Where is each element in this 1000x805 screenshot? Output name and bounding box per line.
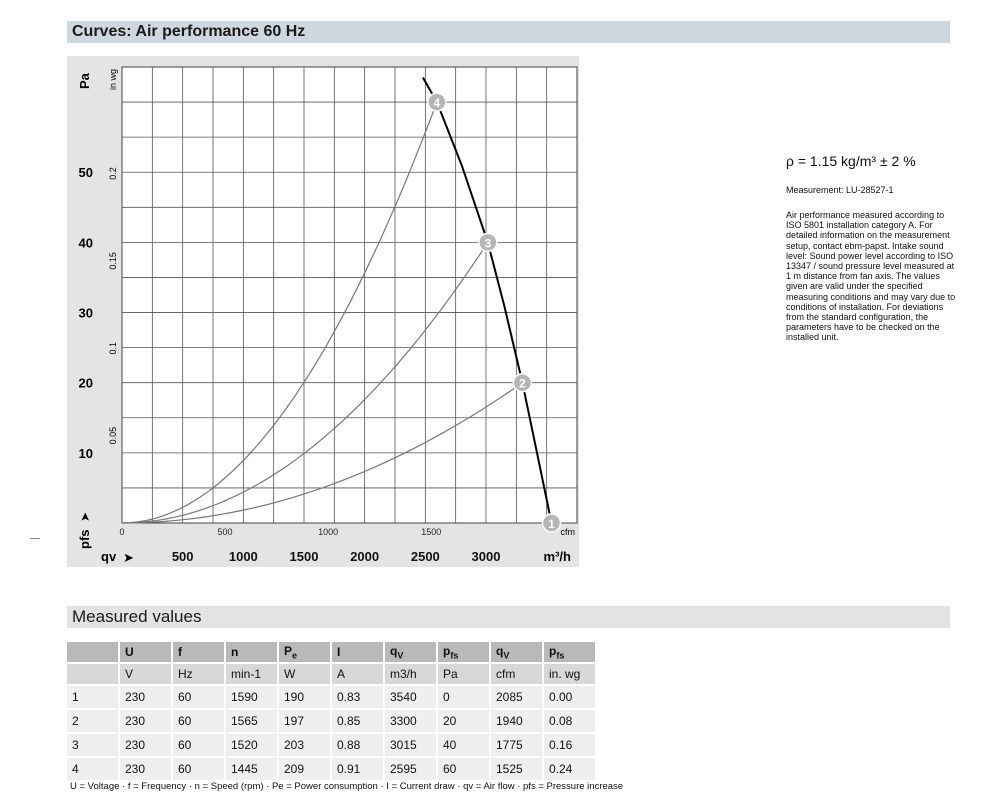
table-unit-cell: V <box>120 664 173 686</box>
table-cell: 0.00 <box>544 686 597 710</box>
table-header-cell <box>491 642 544 664</box>
measured-values-bar <box>67 606 950 628</box>
header-symbol: I <box>337 645 341 659</box>
x-tick-label: 2500 <box>410 549 440 564</box>
y2-tick-label: 0.1 <box>108 341 118 355</box>
header-subscript: e <box>292 650 298 661</box>
table-header-cell <box>544 642 597 664</box>
chart-svg <box>67 56 579 567</box>
table-cell: 230 <box>120 686 173 710</box>
header-symbol: n <box>231 645 239 659</box>
table-cell: 1940 <box>491 710 544 734</box>
margin-mark <box>30 538 40 539</box>
table-unit-cell: Pa <box>438 664 491 686</box>
table-cell: 230 <box>120 734 173 758</box>
table-cell: 2085 <box>491 686 544 710</box>
y-tick-label: 20 <box>78 375 93 391</box>
table-cell: 1565 <box>226 710 279 734</box>
table-unit-row <box>67 664 597 686</box>
operating-point-label: 3 <box>484 236 492 251</box>
table-cell: 0 <box>438 686 491 710</box>
chart-title: Curves: Air performance 60 Hz <box>72 23 306 40</box>
header-subscript: V <box>397 650 404 661</box>
y2-axis-unit: in wg <box>108 69 118 91</box>
x-tick-label: 1000 <box>228 549 258 564</box>
air-performance-chart <box>67 56 579 567</box>
table-cell: 4 <box>67 758 120 782</box>
x-axis-unit: m³/h <box>543 549 571 564</box>
table-cell: 60 <box>438 758 491 782</box>
x2-tick-label: 1500 <box>421 527 442 537</box>
table-cell: 209 <box>279 758 332 782</box>
y2-tick-label: 0.15 <box>108 252 118 270</box>
table-header-cell <box>332 642 385 664</box>
measured-values-table <box>67 642 597 782</box>
table-cell: 203 <box>279 734 332 758</box>
table-cell: 1590 <box>226 686 279 710</box>
table-unit-cell: in. wg <box>544 664 597 686</box>
header-subscript: fs <box>450 650 459 661</box>
table-cell: 0.08 <box>544 710 597 734</box>
table-cell: 0.24 <box>544 758 597 782</box>
header-symbol: f <box>178 645 182 659</box>
y-tick-label: 10 <box>78 445 93 461</box>
table-header-cell <box>385 642 438 664</box>
x-axis-label: qv <box>101 549 117 564</box>
operating-point-label: 4 <box>433 96 441 111</box>
table-header-cell <box>226 642 279 664</box>
measured-values-title: Measured values <box>72 607 202 626</box>
x2-tick-label: 0 <box>119 527 125 537</box>
table-cell: 197 <box>279 710 332 734</box>
table-row <box>67 686 597 710</box>
table-unit-cell: m3/h <box>385 664 438 686</box>
table-unit-cell <box>67 664 120 686</box>
header-symbol: q <box>390 643 398 658</box>
table-cell: 3 <box>67 734 120 758</box>
table-unit-cell: W <box>279 664 332 686</box>
table-cell: 60 <box>173 686 226 710</box>
measurement-id: Measurement: LU-28527-1 <box>786 185 894 195</box>
table-cell: 1775 <box>491 734 544 758</box>
table-cell: 60 <box>173 710 226 734</box>
table-cell: 0.91 <box>332 758 385 782</box>
y2-tick-label: 0.2 <box>108 167 118 180</box>
y-tick-label: 50 <box>78 165 93 181</box>
table-cell: 0.83 <box>332 686 385 710</box>
table-cell: 60 <box>173 734 226 758</box>
table-cell: 230 <box>120 710 173 734</box>
table-row <box>67 710 597 734</box>
table-cell: 190 <box>279 686 332 710</box>
table-header-cell <box>438 642 491 664</box>
header-symbol: q <box>496 643 504 658</box>
table-cell: 2 <box>67 710 120 734</box>
operating-point-label: 1 <box>548 517 555 531</box>
table-header-cell <box>120 642 173 664</box>
x2-axis-unit: cfm <box>560 527 575 537</box>
y-tick-label: 40 <box>78 235 93 251</box>
y2-tick-label: 0.05 <box>108 426 118 445</box>
table-header-cell <box>279 642 332 664</box>
y-axis-label: pfs <box>77 529 92 549</box>
table-unit-cell: cfm <box>491 664 544 686</box>
table-cell: 1525 <box>491 758 544 782</box>
header-symbol: P <box>284 643 293 658</box>
table-row <box>67 758 597 782</box>
table-header-row <box>67 642 597 664</box>
table-cell: 1445 <box>226 758 279 782</box>
table-cell: 2595 <box>385 758 438 782</box>
header-subscript: fs <box>556 650 565 661</box>
header-subscript: V <box>503 650 510 661</box>
header-symbol: U <box>125 645 134 659</box>
table-cell: 60 <box>173 758 226 782</box>
chart-title-bar <box>67 21 950 43</box>
operating-point-label: 2 <box>519 376 526 391</box>
x2-tick-label: 500 <box>217 527 233 537</box>
y-axis-unit: Pa <box>77 73 92 89</box>
table-cell: 230 <box>120 758 173 782</box>
table-cell: 1520 <box>226 734 279 758</box>
y-tick-label: 30 <box>78 305 93 321</box>
table-cell: 0.88 <box>332 734 385 758</box>
table-cell: 3015 <box>385 734 438 758</box>
x-axis-arrow: ➤ <box>123 551 134 566</box>
table-unit-cell: Hz <box>173 664 226 686</box>
table-cell: 3300 <box>385 710 438 734</box>
measurement-description: Air performance measured according to ISO 5801 installation category A. For detailed information on the measurement setup, contact ebm-papst. Intake sound level: Sound power level according to ISO 13347 / sound pressure level measured at 1 m distance from fan axis. The values given are valid under the specified measuring conditions and may vary due to conditions of installation. For deviations from the standard configuration, the parameters have to be checked on the installed unit. <box>786 210 956 343</box>
x-tick-label: 1500 <box>289 549 319 564</box>
header-symbol: p <box>549 643 557 658</box>
density-note: ρ = 1.15 kg/m³ ± 2 % <box>786 153 916 169</box>
table-cell: 0.16 <box>544 734 597 758</box>
y-axis-arrow: ➤ <box>78 511 92 522</box>
x-tick-label: 3000 <box>471 549 501 564</box>
table-cell: 3540 <box>385 686 438 710</box>
header-symbol: p <box>443 643 451 658</box>
table-row <box>67 734 597 758</box>
x-tick-label: 500 <box>171 549 194 564</box>
x-tick-label: 2000 <box>350 549 380 564</box>
table-cell: 20 <box>438 710 491 734</box>
table-cell: 40 <box>438 734 491 758</box>
table-header-cell <box>67 642 120 664</box>
x2-tick-label: 1000 <box>318 527 339 537</box>
table-cell: 0.85 <box>332 710 385 734</box>
table-unit-cell: min-1 <box>226 664 279 686</box>
plot-area <box>122 67 577 523</box>
table-unit-cell: A <box>332 664 385 686</box>
table-header-cell <box>173 642 226 664</box>
table-footnote: U = Voltage · f = Frequency · n = Speed (rpm) · Pe = Power consumption · I = Current draw · qv = Air flow · pfs = Pressure increase <box>70 781 624 792</box>
table-cell: 1 <box>67 686 120 710</box>
